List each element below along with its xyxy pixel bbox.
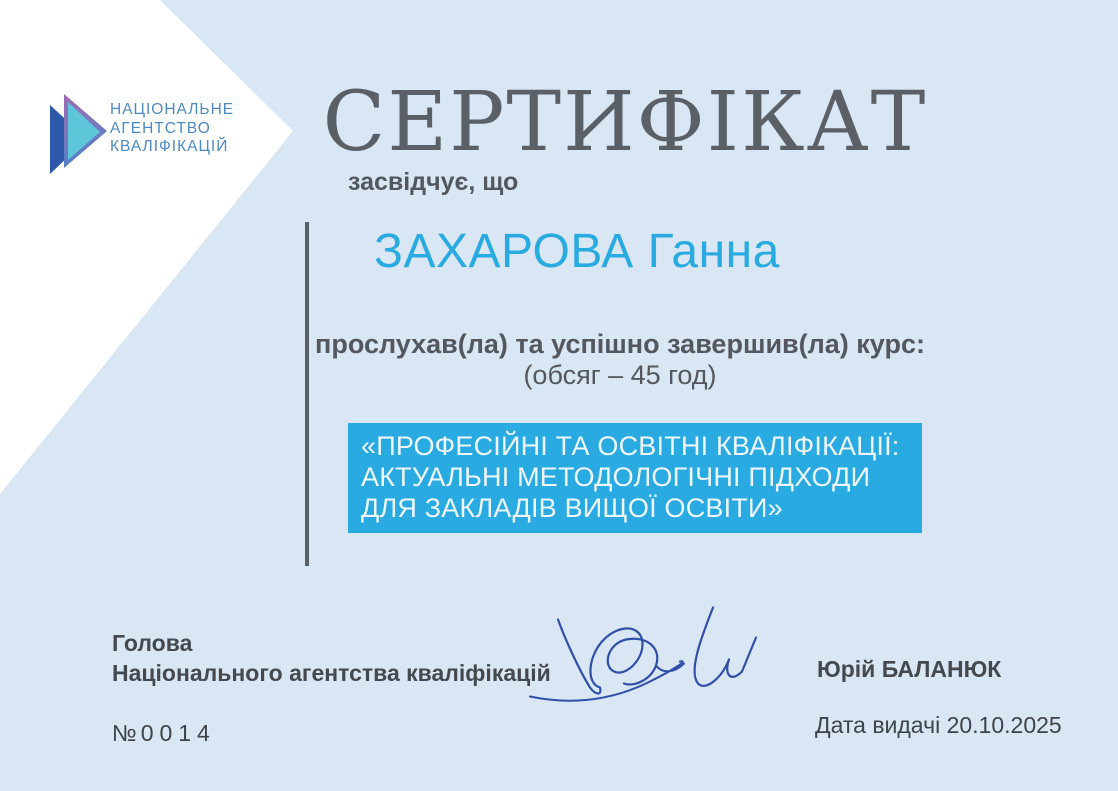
course-intro-text: прослухав(ла) та успішно завершив(ла) курс: [315, 329, 925, 359]
logo-line-2: АГЕНТСТВО [110, 119, 211, 137]
nqa-logo-triangles-icon [42, 88, 114, 180]
signer-role [112, 628, 551, 688]
signer-name: Юрій БАЛАНЮК [817, 656, 1002, 682]
certificate-number-value: 0014 [140, 720, 216, 746]
handwritten-signature [528, 598, 763, 716]
certificate-title: СЕРТИФІКАТ [322, 75, 928, 170]
course-title-line-3: ДЛЯ ЗАКЛАДІВ ВИЩОЇ ОСВІТИ» [361, 493, 783, 523]
logo-wordmark [110, 101, 234, 157]
course-title-line-2: АКТУАЛЬНІ МЕТОДОЛОГІЧНІ ПІДХОДИ [361, 462, 871, 492]
issue-date-value: 20.10.2025 [946, 712, 1062, 738]
issue-date [815, 712, 1062, 739]
certificate-subtitle: засвідчує, що [348, 168, 519, 196]
logo-line-1: НАЦІОНАЛЬНЕ [110, 101, 235, 118]
course-title-box [348, 423, 922, 533]
logo-line-3: КВАЛІФІКАЦІЙ [110, 138, 229, 155]
certificate-number [112, 720, 216, 747]
vertical-divider-rule [305, 222, 309, 566]
certificate-number-label: № [112, 720, 137, 746]
signer-role-line-1: Голова [112, 630, 193, 656]
recipient-name: ЗАХАРОВА Ганна [374, 225, 780, 278]
course-title-line-1: «ПРОФЕСІЙНІ ТА ОСВІТНІ КВАЛІФІКАЦІЇ: [361, 431, 900, 461]
logo-inner-triangle [68, 102, 100, 160]
issue-date-label: Дата видачі [815, 712, 941, 738]
course-duration-text: (обсяг – 45 год) [523, 360, 717, 390]
signer-role-line-2: Національного агентства кваліфікацій [112, 660, 551, 686]
